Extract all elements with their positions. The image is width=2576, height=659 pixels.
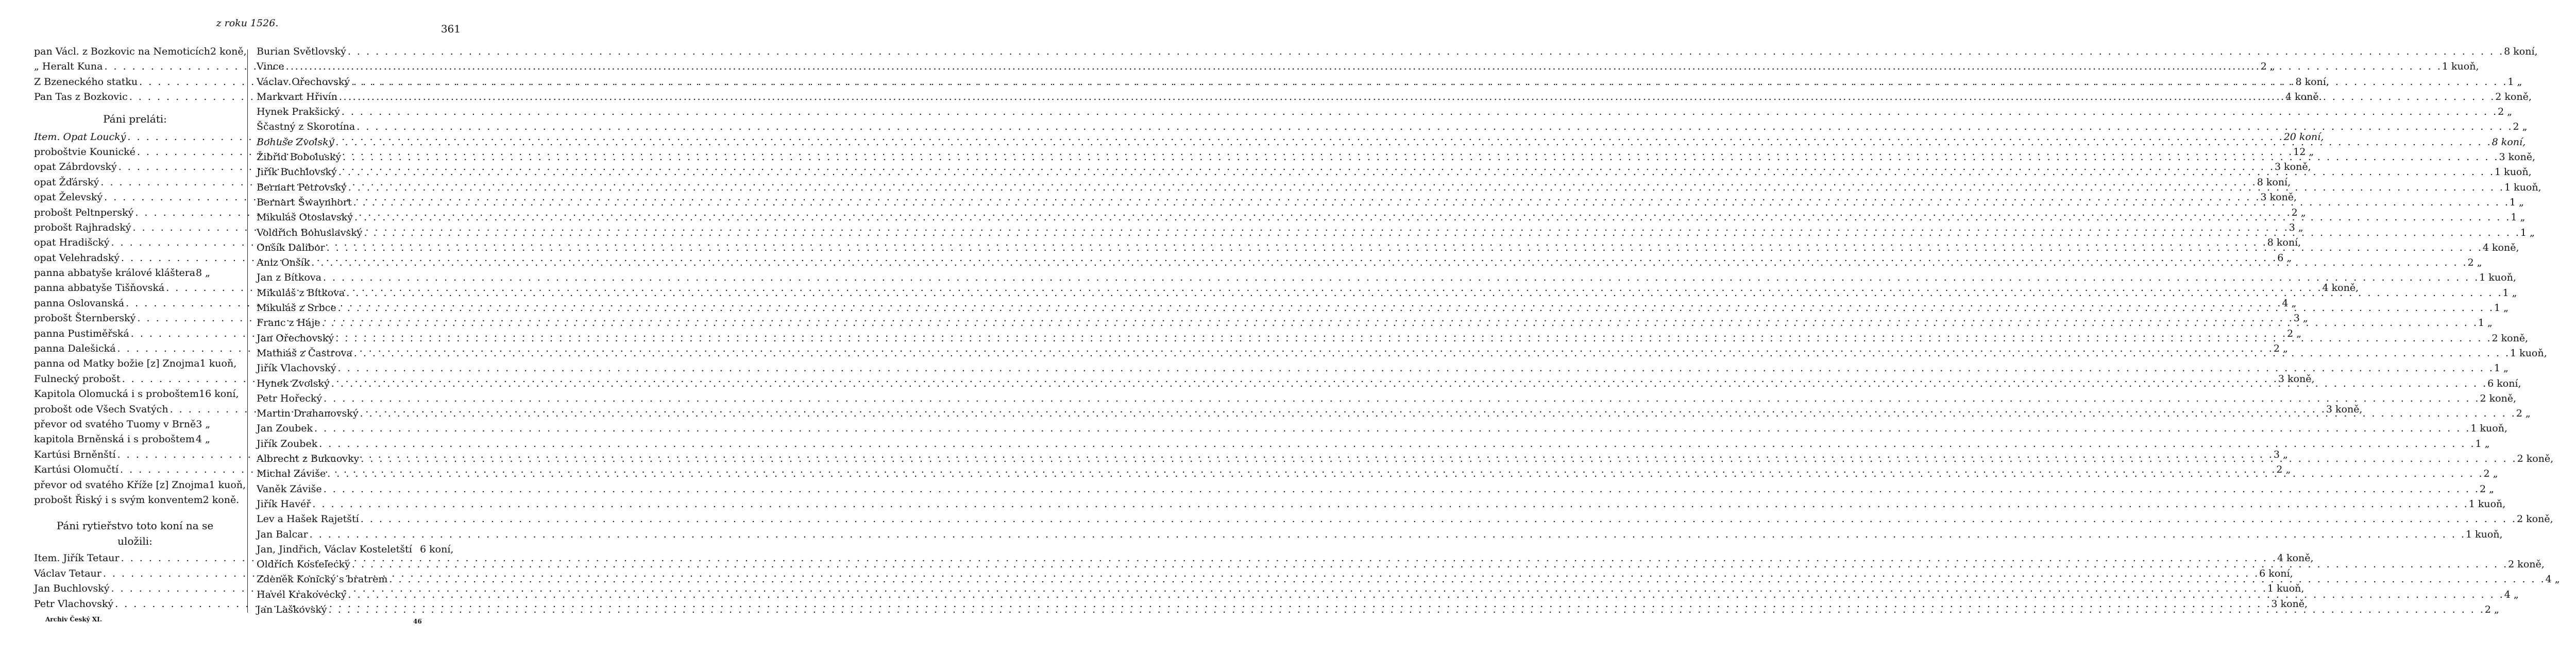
list-entry	[257, 497, 2506, 512]
dot-leader	[308, 527, 2466, 542]
list-entry	[257, 421, 2507, 436]
entry-quantity: 2 koně,	[2492, 332, 2529, 344]
entry-quantity: 2 „	[2498, 106, 2513, 118]
entry-quantity: 1 kuoň,	[2470, 423, 2507, 435]
entry-name: Item. Opat Loucký	[34, 131, 126, 143]
entry-name: panna abbatyše králové kláštera	[34, 267, 196, 279]
entry-quantity: 4 „	[2282, 297, 2297, 309]
entry-quantity: 3 „	[2293, 313, 2308, 324]
entry-quantity: 8 „	[196, 267, 210, 279]
dot-leader	[352, 346, 2510, 361]
entry-name: Aniz Onšík	[257, 257, 310, 269]
entry-name: panna Oslovanská	[34, 297, 125, 309]
entry-quantity: 8 koní,	[2492, 136, 2526, 148]
list-entry	[257, 437, 2490, 452]
dot-leader	[320, 316, 2478, 331]
running-header: z roku 1526.	[216, 18, 279, 29]
entry-quantity: 2 koně,	[2508, 559, 2545, 570]
entry-quantity: 8 koní,	[2257, 176, 2291, 188]
list-entry	[257, 512, 2553, 527]
entry-name: Jiřík Zoubek	[257, 438, 318, 449]
entry-quantity: 4 „	[196, 433, 210, 445]
entry-quantity: 12 „	[2293, 146, 2314, 158]
entry-name: převor od svatého Kříže [z] Znojma	[34, 479, 209, 491]
dot-leader	[337, 90, 2495, 105]
dot-leader	[340, 105, 2498, 119]
entry-quantity: 2 „	[2273, 343, 2288, 355]
entry-quantity: 4 koně,	[2482, 241, 2519, 253]
list-entry	[34, 44, 247, 59]
entry-name: Jan Ořechovský	[257, 332, 334, 344]
entry-quantity: 4 koně,	[2322, 282, 2359, 294]
entry-name: Franc z Háje	[257, 317, 320, 329]
list-entry	[257, 316, 2493, 331]
list-entry	[257, 270, 2516, 285]
list-entry	[257, 44, 2538, 59]
dot-leader	[313, 421, 2470, 436]
entry-name: pan Václ. z Bozkovic na Nemoticích	[34, 46, 211, 57]
entry-quantity: 4 „	[2545, 574, 2560, 585]
entry-name: Jan Laškovský	[257, 603, 327, 615]
entry-name: Jan Zoubek	[257, 423, 313, 435]
entry-name: Bohuše Zvolský	[257, 136, 334, 148]
entry-name: Onšík Dalibor	[257, 241, 325, 253]
entry-name: Jan Buchlovský	[34, 583, 110, 595]
entry-name: Bernart Šwaynhort	[257, 196, 352, 208]
entry-quantity: 2 koně,	[2517, 513, 2553, 525]
entry-quantity: 16 koní,	[199, 388, 239, 400]
list-entry	[257, 255, 2482, 270]
entry-name: Markvart Hřivín	[257, 91, 337, 102]
entry-quantity: 1 kuoň,	[2504, 181, 2541, 193]
entry-name: Kapitola Olomucká i s proboštem	[34, 388, 199, 400]
entry-quantity: 3 koně,	[2278, 373, 2315, 385]
dot-leader	[355, 119, 2513, 134]
dot-leader	[346, 587, 2504, 602]
entry-name: Kartúsi Olomučtí	[34, 464, 119, 476]
entry-quantity: 1 kuoň,	[2510, 347, 2547, 359]
entry-quantity: 4 koně.	[2285, 91, 2322, 103]
entry-quantity: 6 koní,	[2487, 377, 2521, 389]
dot-leader	[311, 497, 2468, 512]
dot-leader	[359, 512, 2517, 527]
entry-name: proboštvie Kounické	[34, 146, 135, 158]
entry-name: panna abbatyše Tišňovská	[34, 282, 165, 294]
dot-leader	[322, 391, 2480, 406]
dot-leader	[346, 44, 2504, 59]
list-entry	[34, 266, 236, 281]
entry-quantity: 2 „	[2480, 483, 2494, 495]
list-entry	[257, 482, 2494, 497]
entry-name: Mikuláš z Srbce	[257, 302, 336, 314]
entry-name: Václav Ořechovský	[257, 76, 350, 88]
entry-quantity: 2 koně,	[2517, 453, 2554, 465]
dot-leader	[334, 331, 2492, 346]
entry-quantity: 2 koně.	[202, 494, 240, 506]
list-entry	[257, 346, 2547, 361]
list-entry	[257, 210, 2526, 225]
dot-leader	[326, 466, 2483, 481]
entry-quantity: 1 „	[2507, 76, 2522, 88]
entry-quantity: 3 koně,	[2499, 151, 2536, 163]
list-entry	[257, 466, 2498, 481]
entry-name: probošt Peltnperský	[34, 206, 134, 218]
dot-leader	[322, 482, 2480, 497]
entry-quantity: 8 koní,	[2267, 237, 2301, 249]
entry-quantity: 6 „	[2277, 252, 2292, 264]
entry-quantity: 1 kuoň,	[2465, 528, 2503, 540]
entry-quantity: 2 koně,	[2480, 392, 2517, 404]
entry-quantity: 1 kuoň,	[2479, 272, 2516, 284]
list-entry	[257, 119, 2528, 134]
entry-name: panna Pustiměřská	[34, 327, 129, 339]
entry-quantity: 20 koní,	[2283, 131, 2324, 143]
entry-quantity: 1 kuoň,	[199, 358, 237, 370]
entry-quantity: 2 „	[2260, 61, 2275, 73]
entry-quantity: 1 kuoň,	[2442, 61, 2479, 73]
dot-leader	[347, 180, 2504, 195]
heading-knights	[34, 518, 236, 549]
entry-name: Ščastný z Skorotína	[257, 121, 355, 133]
list-entry	[257, 59, 2479, 74]
entry-name: opat Zábrdovský	[34, 161, 117, 173]
entry-name: Mikuláš z Bítkova	[257, 287, 345, 299]
list-entry	[257, 331, 2529, 346]
dot-leader	[350, 75, 2507, 90]
entry-quantity: 8 koní,	[2295, 76, 2329, 88]
entry-name: „ Heralt Kuna	[34, 61, 103, 73]
entry-name: Zdeněk Konický s bratrem	[257, 574, 388, 585]
entry-name: Michal Záviše	[257, 468, 326, 480]
entry-name: opat Hradišcký	[34, 237, 110, 249]
list-entry	[257, 452, 2554, 466]
entry-name: panna od Matky božie [z] Znojma	[34, 358, 200, 370]
entry-quantity: 4 „	[2504, 588, 2519, 600]
dot-leader	[345, 286, 2502, 301]
entry-quantity: 1 „	[2511, 212, 2526, 223]
entry-name: probošt Rajhradský	[34, 221, 131, 233]
dot-leader	[284, 59, 2442, 74]
entry-quantity: 1 „	[2502, 287, 2517, 299]
entry-name: Bernart Petrovský	[257, 181, 347, 193]
entry-name: Jiřík Buchlovský	[257, 166, 337, 178]
entry-quantity: 3 „	[2289, 221, 2303, 233]
entry-name: Petr Vlachovský	[34, 598, 114, 610]
entry-name: probošt Šternberský	[34, 313, 136, 324]
entry-quantity: 1 „	[2520, 227, 2535, 238]
entry-name: Albrecht z Bukuovky	[257, 453, 360, 465]
dot-leader	[353, 210, 2511, 225]
dot-leader	[310, 255, 2467, 270]
entry-quantity: 2 „	[2513, 121, 2528, 133]
list-entry	[257, 105, 2513, 119]
entry-quantity: 4 koně,	[2277, 552, 2314, 564]
entry-quantity: 3 koně,	[2275, 161, 2311, 173]
entry-quantity: 2 „	[2287, 327, 2302, 339]
dot-leader	[334, 135, 2492, 150]
entry-name: Burian Světlovský	[257, 46, 346, 57]
heading-prelates: Páni preláti:	[103, 112, 167, 125]
dot-leader	[325, 240, 2483, 255]
entry-name: Jan, Jindřich, Václav Kosteletští	[257, 543, 412, 555]
dot-leader	[341, 150, 2499, 165]
entry-quantity: 2 „	[2516, 408, 2531, 420]
dot-leader	[336, 361, 2494, 376]
entry-name: Havel Krakovecký	[257, 588, 347, 600]
page-number: 361	[440, 23, 461, 35]
entry-quantity: 2 koně,	[210, 46, 247, 57]
entry-quantity: 2 „	[2484, 603, 2499, 615]
entry-quantity: 1 „	[2509, 196, 2524, 208]
entry-quantity: 2 „	[2291, 206, 2306, 218]
heading-knights-line1: Páni rytieřstvo toto koní na se	[56, 519, 214, 532]
list-entry	[257, 527, 2503, 542]
entry-quantity: 2 „	[2276, 464, 2291, 476]
entry-name: Hynek Zvolský	[257, 377, 330, 389]
entry-quantity: 8 koní,	[2504, 46, 2538, 57]
entry-quantity: 1 kuoň,	[2495, 166, 2532, 178]
entry-quantity: 1 „	[2494, 302, 2509, 314]
entry-name: probošt ode Všech Svatých	[34, 403, 168, 415]
entry-name: Oldřich Kostelecký	[257, 559, 350, 570]
dot-leader	[350, 557, 2508, 572]
entry-quantity: 3 „	[2273, 448, 2288, 460]
entry-name: Voldřich Bohuslavský	[257, 227, 363, 238]
entry-quantity: 2 koně,	[2495, 91, 2532, 102]
dot-leader	[317, 437, 2475, 452]
dot-leader	[387, 572, 2545, 587]
entry-name: Jiřík Vlachovský	[257, 362, 336, 374]
entry-name: Pan Tas z Bozkovic	[34, 91, 128, 103]
entry-quantity: 2 „	[2483, 468, 2498, 480]
dot-leader	[330, 376, 2487, 391]
entry-name: Jiřík Havéř	[257, 498, 311, 510]
entry-name: opat Želevský	[34, 192, 103, 203]
dot-leader	[359, 452, 2517, 466]
signature-mark: 46	[413, 618, 422, 625]
entry-name: Mathiáš z Častrova	[257, 347, 352, 359]
list-entry	[34, 387, 239, 402]
dot-leader	[321, 270, 2479, 285]
entry-name: Item. Jiřík Tetaur	[34, 552, 120, 564]
list-entry	[34, 478, 246, 493]
entry-name: převor od svatého Tuomy v Brně	[34, 418, 196, 430]
signature-note: Archiv Český XI.	[45, 616, 102, 623]
entry-quantity: 3 „	[196, 418, 211, 430]
entry-quantity: 3 koně,	[2260, 192, 2297, 203]
entry-name: Vaněk Záviše	[257, 483, 322, 495]
entry-quantity: 3 koně,	[2326, 403, 2363, 415]
entry-name: Mikuláš Otoslavský	[257, 212, 353, 223]
entry-name: Václav Tetaur	[34, 567, 101, 579]
list-entry	[34, 417, 236, 432]
entry-name: opat Velehradský	[34, 252, 120, 264]
list-entry	[34, 356, 236, 371]
entry-name: Vince	[257, 61, 284, 73]
entry-name: Kartúsi Brněnští	[34, 448, 116, 460]
entry-name: Žibřid Boboluský	[257, 151, 342, 163]
entry-quantity: 2 „	[2467, 257, 2482, 269]
entry-name: Hynek Prakšický	[257, 106, 340, 118]
entry-name: Jan z Bítkova	[257, 272, 321, 284]
entry-quantity: 6 koní,	[2259, 567, 2293, 579]
list-entry	[257, 361, 2509, 376]
entry-name: kapitola Brněnská i s proboštem	[34, 433, 195, 445]
entry-name: Martin Drahanovský	[257, 408, 359, 420]
entry-name: Lev a Hašek Rajetští	[257, 513, 359, 525]
list-entry	[257, 391, 2517, 406]
dot-leader	[352, 195, 2510, 210]
entry-quantity: 1 kuoň,	[2267, 583, 2304, 595]
entry-name: Petr Hořecký	[257, 392, 323, 404]
entry-name: opat Žďárský	[34, 176, 99, 188]
entry-quantity: 1 „	[2494, 362, 2509, 374]
list-entry	[34, 432, 236, 447]
entry-quantity: 1 „	[2475, 438, 2490, 449]
entry-name: panna Dalešická	[34, 343, 116, 355]
entry-name: Jan Balcar	[257, 528, 308, 540]
entry-name: Fulnecký probošt	[34, 373, 121, 385]
entry-quantity: 6 koní,	[420, 543, 454, 555]
list-entry	[257, 301, 2509, 316]
dot-leader	[336, 301, 2494, 316]
entry-name: Z Bzeneckého statku	[34, 76, 138, 88]
column-divider	[247, 49, 248, 613]
list-entry	[257, 226, 2535, 240]
dot-leader	[363, 226, 2520, 240]
entry-quantity: 1 kuoň,	[209, 479, 246, 491]
list-entry	[34, 493, 240, 508]
entry-quantity: 1 „	[2478, 317, 2493, 329]
list-entry	[257, 542, 460, 557]
entry-quantity: 3 koně,	[2271, 598, 2308, 610]
dot-leader	[337, 165, 2495, 180]
dot-leader	[327, 602, 2485, 617]
dot-leader	[358, 406, 2516, 421]
heading-knights-line2: uložili:	[117, 535, 152, 548]
entry-quantity: 1 kuoň,	[2468, 498, 2506, 510]
entry-name: probošt Řiský i s svým konventem	[34, 494, 203, 506]
